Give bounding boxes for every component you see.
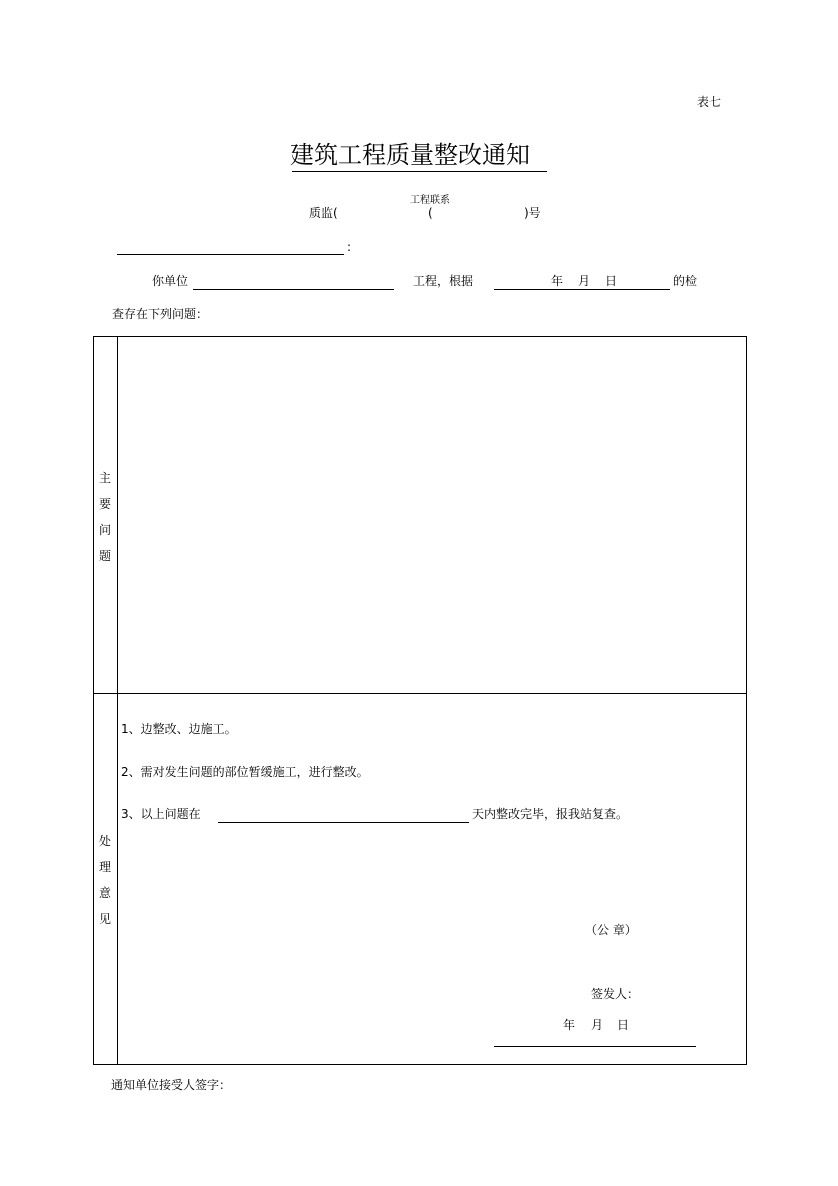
title-underline [292,171,547,172]
issuer-label: 签发人： [591,987,640,1001]
handling-item-3-prefix: 3、以上问题在 [121,807,201,821]
unit-name-line[interactable] [193,289,394,290]
addressee-line[interactable] [117,254,344,255]
main-problems-char: 要 [98,497,111,511]
handling-item-3-suffix: 天内整改完毕，报我站复查。 [472,807,629,821]
issue-signature-line[interactable] [494,1046,696,1047]
form-code: 表七 [697,95,722,109]
handling-char: 意 [98,886,111,900]
intro-check-tail: 的检 [673,274,698,288]
page-title: 建筑工程质量整改通知 [290,141,530,169]
intro-date-month: 月 [578,274,591,288]
ref-suffix: )号 [524,206,541,220]
handling-item-1: 1、边整改、边施工。 [121,722,237,736]
handling-char: 见 [98,912,111,926]
intro-line2: 查存在下列问题： [112,307,209,321]
issue-date-day: 日 [617,1018,630,1032]
main-problems-char: 主 [98,471,111,485]
basis-date-line[interactable] [494,289,670,290]
main-problems-char: 题 [98,549,111,563]
rectify-days-line[interactable] [218,822,469,823]
handling-char: 处 [98,834,111,848]
intro-date-year: 年 [551,274,564,288]
handling-label [97,828,113,932]
intro-date-day: 日 [605,274,618,288]
table-row-divider [93,693,747,694]
receiver-signature-label: 通知单位接受人签字： [111,1078,232,1092]
addressee-colon: : [347,240,352,254]
seal-label: （公 章） [585,923,637,937]
main-problems-label [97,465,113,569]
ref-mid-open: ( [428,206,433,220]
ref-mid-label: 工程联系 [410,195,450,206]
main-problems-char: 问 [98,523,111,537]
handling-item-2: 2、需对发生问题的部位暂缓施工，进行整改。 [121,765,369,779]
main-problems-area[interactable] [119,338,745,692]
table-label-divider [117,336,118,1065]
handling-char: 理 [98,860,111,874]
intro-you-unit: 你单位 [152,274,189,288]
ref-prefix: 质监( [309,206,338,220]
intro-project-basis: 工程，根据 [413,274,474,288]
issue-date-month: 月 [591,1018,604,1032]
issue-date-year: 年 [563,1018,576,1032]
